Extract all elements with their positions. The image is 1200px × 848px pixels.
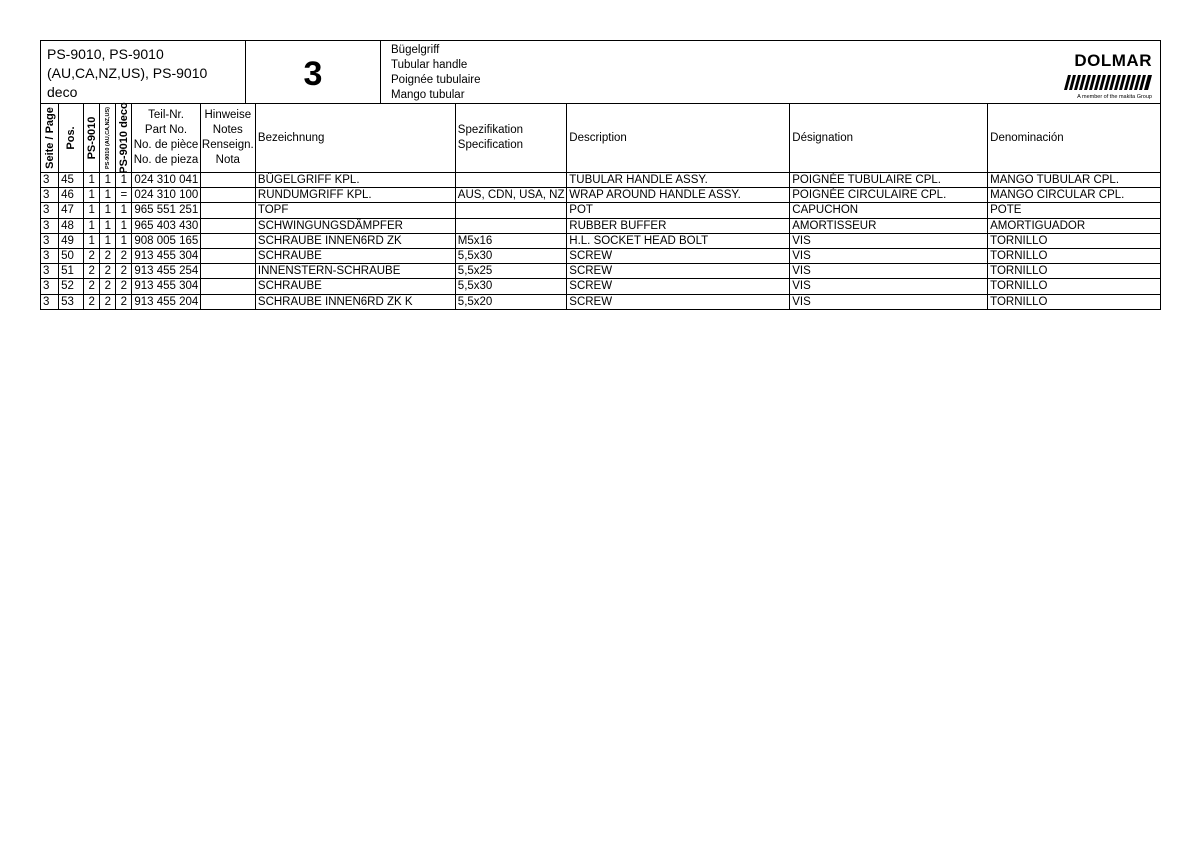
- cell-designation: VIS: [790, 233, 988, 248]
- cell-page: 3: [41, 173, 59, 188]
- cell-ps9010-deco: 1: [116, 203, 132, 218]
- cell-page: 3: [41, 264, 59, 279]
- table-row: [41, 218, 1161, 233]
- cell-ps9010-deco: 2: [116, 248, 132, 263]
- title-es: Mango tubular: [391, 89, 465, 101]
- sheet-header: [40, 40, 1161, 103]
- col-part-no: Teil-Nr. Part No. No. de pièce No. de pieza: [132, 104, 200, 173]
- cell-notes: [200, 264, 255, 279]
- cell-ps9010: 2: [84, 248, 100, 263]
- cell-ps9010-au: 2: [100, 279, 116, 294]
- cell-pos: 47: [59, 203, 84, 218]
- cell-pos: 49: [59, 233, 84, 248]
- cell-ps9010: 1: [84, 233, 100, 248]
- cell-part-no: 908 005 165: [132, 233, 200, 248]
- cell-spec: 5,5x25: [455, 264, 566, 279]
- cell-part-no: 965 403 430: [132, 218, 200, 233]
- cell-part-no: 965 551 251: [132, 203, 200, 218]
- cell-denominacion: TORNILLO: [988, 279, 1161, 294]
- logo-wordmark: DOLMAR: [1074, 51, 1152, 70]
- cell-bezeichnung: SCHRAUBE INNEN6RD ZK: [255, 233, 455, 248]
- cell-designation: AMORTISSEUR: [790, 218, 988, 233]
- column-header-row: [41, 104, 1161, 173]
- title-de: Bügelgriff: [391, 44, 440, 56]
- table-row: [41, 264, 1161, 279]
- cell-part-no: 913 455 304: [132, 279, 200, 294]
- cell-part-no: 913 455 254: [132, 264, 200, 279]
- col-ps9010: PS-9010: [84, 104, 100, 173]
- cell-description: SCREW: [567, 248, 790, 263]
- cell-notes: [200, 279, 255, 294]
- col-designation: Désignation: [790, 104, 988, 173]
- cell-spec: 5,5x30: [455, 248, 566, 263]
- cell-denominacion: MANGO CIRCULAR CPL.: [988, 188, 1161, 203]
- cell-ps9010-au: 1: [100, 218, 116, 233]
- cell-page: 3: [41, 188, 59, 203]
- dolmar-logo: [1056, 41, 1160, 104]
- cell-notes: [200, 173, 255, 188]
- cell-spec: [455, 173, 566, 188]
- cell-ps9010: 1: [84, 203, 100, 218]
- cell-ps9010: 2: [84, 294, 100, 309]
- model-line: deco: [47, 84, 78, 100]
- model-line: (AU,CA,NZ,US), PS-9010: [47, 65, 208, 81]
- cell-notes: [200, 294, 255, 309]
- cell-ps9010-au: 1: [100, 203, 116, 218]
- cell-ps9010: 1: [84, 188, 100, 203]
- cell-notes: [200, 248, 255, 263]
- cell-description: WRAP AROUND HANDLE ASSY.: [567, 188, 790, 203]
- cell-ps9010: 1: [84, 173, 100, 188]
- cell-spec: [455, 218, 566, 233]
- parts-list-sheet: [40, 40, 1161, 310]
- cell-ps9010-au: 2: [100, 248, 116, 263]
- title-fr: Poignée tubulaire: [391, 74, 481, 86]
- table-row: [41, 173, 1161, 188]
- cell-designation: VIS: [790, 248, 988, 263]
- cell-ps9010-deco: 2: [116, 294, 132, 309]
- logo-stripes-icon: [1064, 75, 1152, 90]
- cell-ps9010: 1: [84, 218, 100, 233]
- cell-ps9010-deco: 2: [116, 279, 132, 294]
- cell-ps9010-deco: 1: [116, 218, 132, 233]
- cell-designation: CAPUCHON: [790, 203, 988, 218]
- title-en: Tubular handle: [391, 59, 468, 71]
- cell-designation: VIS: [790, 279, 988, 294]
- cell-denominacion: AMORTIGUADOR: [988, 218, 1161, 233]
- cell-notes: [200, 218, 255, 233]
- cell-bezeichnung: TOPF: [255, 203, 455, 218]
- page-number: 3: [246, 41, 381, 104]
- cell-spec: 5,5x20: [455, 294, 566, 309]
- cell-description: H.L. SOCKET HEAD BOLT: [567, 233, 790, 248]
- assembly-title: [381, 41, 1061, 104]
- cell-designation: VIS: [790, 264, 988, 279]
- cell-bezeichnung: BÜGELGRIFF KPL.: [255, 173, 455, 188]
- cell-bezeichnung: INNENSTERN-SCHRAUBE: [255, 264, 455, 279]
- col-spec: Spezifikation Specification: [455, 104, 566, 173]
- cell-description: TUBULAR HANDLE ASSY.: [567, 173, 790, 188]
- cell-spec: M5x16: [455, 233, 566, 248]
- cell-bezeichnung: SCHRAUBE: [255, 248, 455, 263]
- cell-description: SCREW: [567, 279, 790, 294]
- cell-denominacion: TORNILLO: [988, 248, 1161, 263]
- col-ps9010-au: PS-9010 (AU,CA,NZ,US): [100, 104, 116, 173]
- cell-ps9010-deco: 1: [116, 233, 132, 248]
- cell-pos: 51: [59, 264, 84, 279]
- cell-ps9010: 2: [84, 264, 100, 279]
- cell-part-no: 024 310 041: [132, 173, 200, 188]
- cell-denominacion: POTE: [988, 203, 1161, 218]
- col-pos: Pos.: [59, 104, 84, 173]
- cell-ps9010-au: 2: [100, 264, 116, 279]
- col-denominacion: Denominación: [988, 104, 1161, 173]
- cell-bezeichnung: SCHWINGUNGSDÄMPFER: [255, 218, 455, 233]
- cell-page: 3: [41, 279, 59, 294]
- table-row: [41, 279, 1161, 294]
- cell-ps9010-au: 2: [100, 294, 116, 309]
- table-row: [41, 203, 1161, 218]
- cell-page: 3: [41, 248, 59, 263]
- cell-ps9010-deco: 1: [116, 173, 132, 188]
- cell-page: 3: [41, 203, 59, 218]
- cell-designation: VIS: [790, 294, 988, 309]
- model-line: PS-9010, PS-9010: [47, 46, 164, 62]
- cell-part-no: 913 455 304: [132, 248, 200, 263]
- cell-notes: [200, 203, 255, 218]
- col-notes: Hinweise Notes Renseign. Nota: [200, 104, 255, 173]
- cell-spec: AUS, CDN, USA, NZ: [455, 188, 566, 203]
- cell-ps9010-deco: =: [116, 188, 132, 203]
- cell-spec: 5,5x30: [455, 279, 566, 294]
- cell-page: 3: [41, 294, 59, 309]
- col-description: Description: [567, 104, 790, 173]
- cell-part-no: 024 310 100: [132, 188, 200, 203]
- cell-ps9010-au: 1: [100, 233, 116, 248]
- cell-description: RUBBER BUFFER: [567, 218, 790, 233]
- table-row: [41, 294, 1161, 309]
- cell-part-no: 913 455 204: [132, 294, 200, 309]
- table-row: [41, 233, 1161, 248]
- cell-page: 3: [41, 218, 59, 233]
- cell-ps9010: 2: [84, 279, 100, 294]
- cell-bezeichnung: SCHRAUBE: [255, 279, 455, 294]
- cell-denominacion: TORNILLO: [988, 233, 1161, 248]
- table-row: [41, 188, 1161, 203]
- cell-notes: [200, 188, 255, 203]
- cell-description: SCREW: [567, 264, 790, 279]
- cell-designation: POIGNÉE TUBULAIRE CPL.: [790, 173, 988, 188]
- cell-spec: [455, 203, 566, 218]
- cell-denominacion: TORNILLO: [988, 264, 1161, 279]
- cell-pos: 50: [59, 248, 84, 263]
- cell-page: 3: [41, 233, 59, 248]
- cell-pos: 48: [59, 218, 84, 233]
- cell-denominacion: TORNILLO: [988, 294, 1161, 309]
- logo-tagline: A member of the makita Group: [1077, 94, 1152, 100]
- model-name: [41, 41, 246, 104]
- cell-designation: POIGNÉE CIRCULAIRE CPL.: [790, 188, 988, 203]
- col-bezeichnung: Bezeichnung: [255, 104, 455, 173]
- cell-description: SCREW: [567, 294, 790, 309]
- cell-pos: 53: [59, 294, 84, 309]
- col-ps9010-deco: PS-9010 deco: [116, 104, 132, 173]
- table-row: [41, 248, 1161, 263]
- cell-denominacion: MANGO TUBULAR CPL.: [988, 173, 1161, 188]
- parts-table: [40, 103, 1161, 310]
- cell-ps9010-au: 1: [100, 173, 116, 188]
- cell-pos: 46: [59, 188, 84, 203]
- cell-ps9010-au: 1: [100, 188, 116, 203]
- cell-ps9010-deco: 2: [116, 264, 132, 279]
- cell-bezeichnung: SCHRAUBE INNEN6RD ZK K: [255, 294, 455, 309]
- cell-pos: 52: [59, 279, 84, 294]
- cell-description: POT: [567, 203, 790, 218]
- col-page: Seite / Page: [41, 104, 59, 173]
- cell-pos: 45: [59, 173, 84, 188]
- cell-notes: [200, 233, 255, 248]
- cell-bezeichnung: RUNDUMGRIFF KPL.: [255, 188, 455, 203]
